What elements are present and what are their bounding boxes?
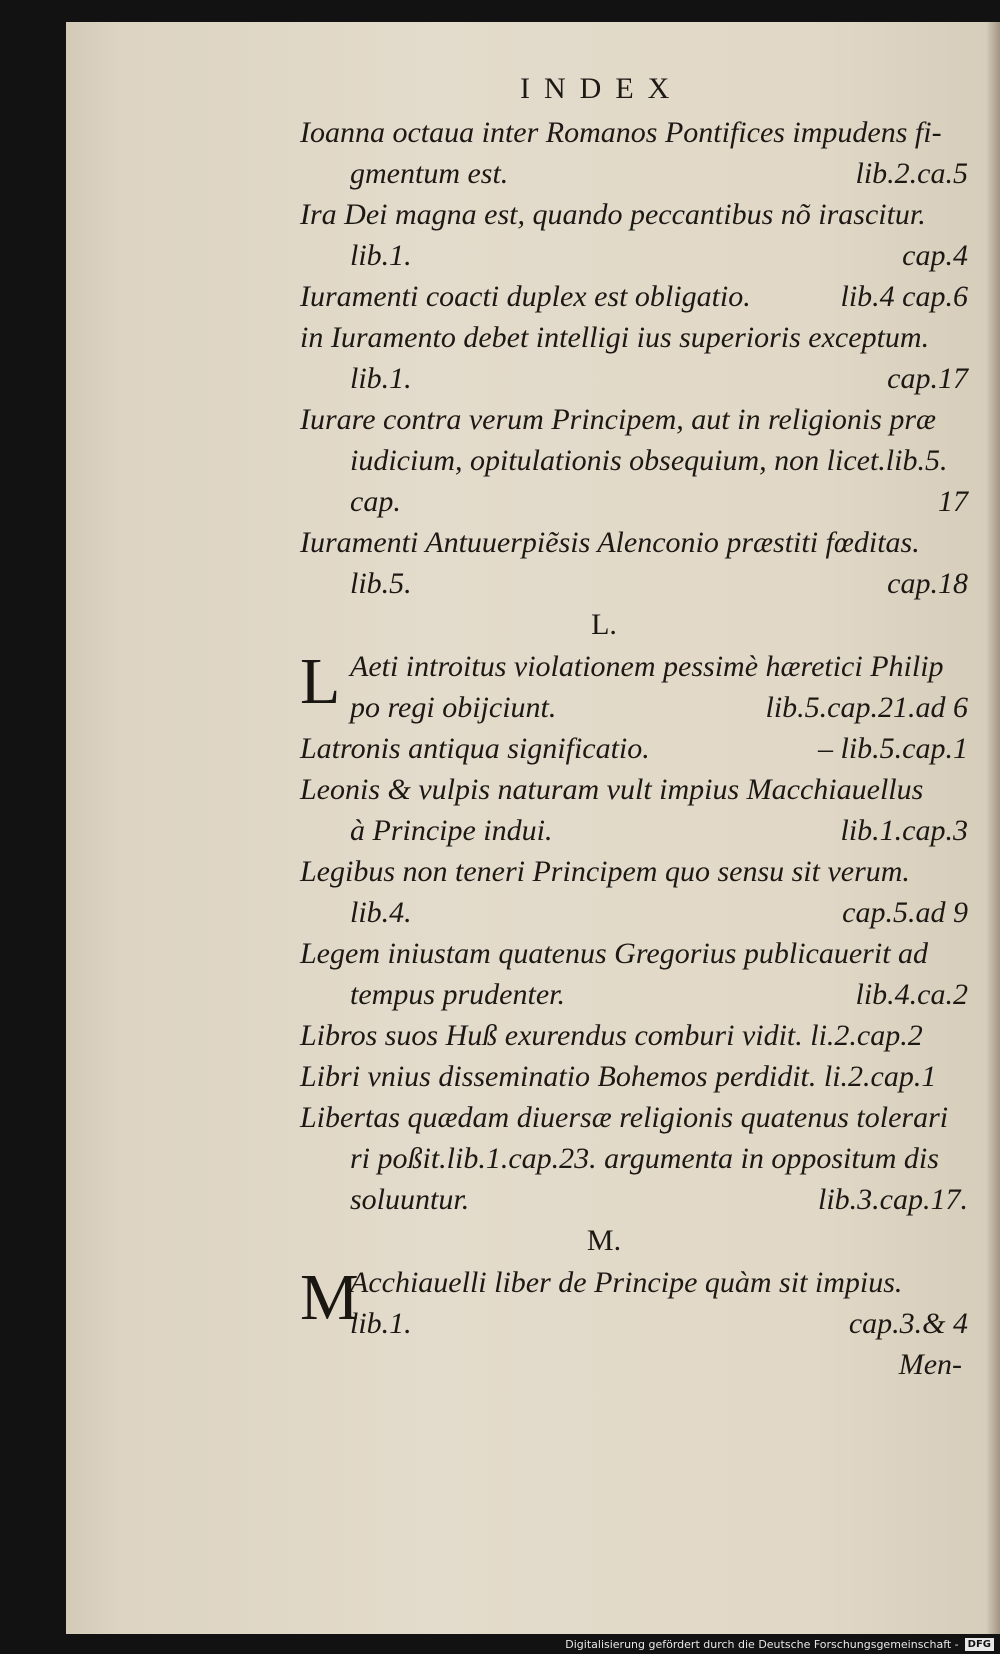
entry-text: Legem iniustam quatenus Gregorius publicauerit ad <box>300 937 929 970</box>
entry-line <box>350 687 968 728</box>
entry-line <box>300 440 968 481</box>
entry-text: Libros suos Huß exurendus comburi vidit. li.2.cap.2 <box>300 1019 923 1052</box>
entry-reference: lib.5.cap.21.ad 6 <box>765 691 968 724</box>
entry-line <box>300 1056 968 1097</box>
index-entry-dropcap-l <box>300 646 968 728</box>
index-entry <box>300 399 968 522</box>
entry-line <box>300 276 968 317</box>
entry-reference: lib.3.cap.17. <box>818 1183 968 1216</box>
entry-line <box>300 194 968 235</box>
section-letter-m: M. <box>586 1224 622 1257</box>
entry-line <box>300 112 968 153</box>
entry-text: Latronis antiqua significatio. <box>300 732 650 765</box>
entry-reference: cap.18 <box>887 567 968 600</box>
entry-text: Acchiauelli liber de Principe quàm sit impius. <box>350 1266 903 1299</box>
entry-text: lib.1. <box>350 1307 412 1340</box>
entry-reference: lib.1.cap.3 <box>840 814 968 847</box>
entry-line <box>300 1179 968 1220</box>
entry-line <box>300 728 968 769</box>
entry-text: à Principe indui. <box>350 814 553 847</box>
entries-i-group <box>300 112 968 604</box>
index-entry <box>300 728 968 769</box>
entry-line <box>300 358 968 399</box>
entry-reference: 17 <box>938 485 968 518</box>
entry-text: Iuramenti Antuuerpiẽsis Alenconio præstiti fœditas. <box>300 526 920 559</box>
entry-text: tempus prudenter. <box>350 978 565 1011</box>
entry-text: cap. <box>350 485 401 518</box>
entry-text: ri poßit.lib.1.cap.23. argumenta in oppositum dis <box>350 1142 939 1175</box>
entry-line <box>300 1097 968 1138</box>
entry-line <box>300 563 968 604</box>
index-entry <box>300 851 968 933</box>
entry-reference: cap.3.& 4 <box>848 1307 968 1340</box>
entry-line <box>300 399 968 440</box>
entry-text: Ira Dei magna est, quando peccantibus nõ irascitur. <box>300 198 926 231</box>
entry-text: Iurare contra verum Principem, aut in religionis præ <box>300 403 937 436</box>
footer-credit: Digitalisierung gefördert durch die Deutsche Forschungsgemeinschaft - <box>565 1637 959 1651</box>
index-entry <box>300 194 968 276</box>
entry-line <box>300 317 968 358</box>
entry-text: Leonis & vulpis naturam vult impius Macchiauellus <box>300 773 924 806</box>
index-entry <box>300 933 968 1015</box>
index-entry <box>300 1097 968 1220</box>
catchword: Men- <box>898 1348 962 1381</box>
entry-reference: lib.4.ca.2 <box>855 978 968 1011</box>
index-text <box>300 112 968 1385</box>
entry-line <box>300 481 968 522</box>
entry-line <box>300 810 968 851</box>
index-entry <box>300 1056 968 1097</box>
section-letter-l: L. <box>591 608 617 641</box>
entries-l-group <box>300 728 968 1220</box>
entry-reference: lib.4 cap.6 <box>840 280 968 313</box>
entry-text: Libri vnius disseminatio Bohemos perdidit. li.2.cap.1 <box>300 1060 937 1093</box>
entry-line <box>300 1015 968 1056</box>
entry-line <box>350 646 968 687</box>
entry-text: po regi obijciunt. <box>350 691 557 724</box>
entry-reference: lib.2.ca.5 <box>855 157 968 190</box>
entry-text: in Iuramento debet intelligi ius superioris exceptum. <box>300 321 930 354</box>
entry-text: gmentum est. <box>350 157 509 190</box>
entry-text: iudicium, opitulationis obsequium, non licet.lib.5. <box>350 444 948 477</box>
entry-text: lib.4. <box>350 896 412 929</box>
index-entry <box>300 769 968 851</box>
entry-text: lib.1. <box>350 362 412 395</box>
entry-text: Iuramenti coacti duplex est obligatio. <box>300 280 751 313</box>
index-entry-dropcap-m <box>300 1262 968 1344</box>
entry-reference: cap.17 <box>887 362 968 395</box>
entry-reference: cap.5.ad 9 <box>842 896 968 929</box>
entry-line <box>300 153 968 194</box>
index-entry <box>300 1015 968 1056</box>
drop-cap-m: M <box>300 1261 359 1334</box>
entry-line <box>300 851 968 892</box>
entry-reference: cap.4 <box>902 239 968 272</box>
index-entry <box>300 276 968 317</box>
entry-text: lib.1. <box>350 239 412 272</box>
entry-reference: – lib.5.cap.1 <box>818 732 968 765</box>
entry-text: lib.5. <box>350 567 412 600</box>
entry-text: Legibus non teneri Principem quo sensu sit verum. <box>300 855 910 888</box>
page-header: INDEX <box>520 72 684 105</box>
index-entry <box>300 317 968 399</box>
drop-cap-l: L <box>300 645 341 718</box>
entry-line <box>300 933 968 974</box>
footer-bar <box>0 1634 1000 1654</box>
entry-line <box>300 974 968 1015</box>
dfg-logo: DFG <box>965 1638 994 1651</box>
index-entry <box>300 112 968 194</box>
entry-text: soluuntur. <box>350 1183 470 1216</box>
entry-text: Ioanna octaua inter Romanos Pontifices impudens fi- <box>300 116 942 149</box>
entry-line <box>350 1262 968 1303</box>
entry-line <box>350 1303 968 1344</box>
entry-text: Aeti introitus violationem pessimè hæretici Philip <box>350 650 944 683</box>
entry-line <box>300 235 968 276</box>
entry-line <box>300 522 968 563</box>
entry-line <box>300 892 968 933</box>
entry-line <box>300 769 968 810</box>
index-entry <box>300 522 968 604</box>
entry-line <box>300 1138 968 1179</box>
entry-text: Libertas quædam diuersæ religionis quatenus tolerari <box>300 1101 949 1134</box>
